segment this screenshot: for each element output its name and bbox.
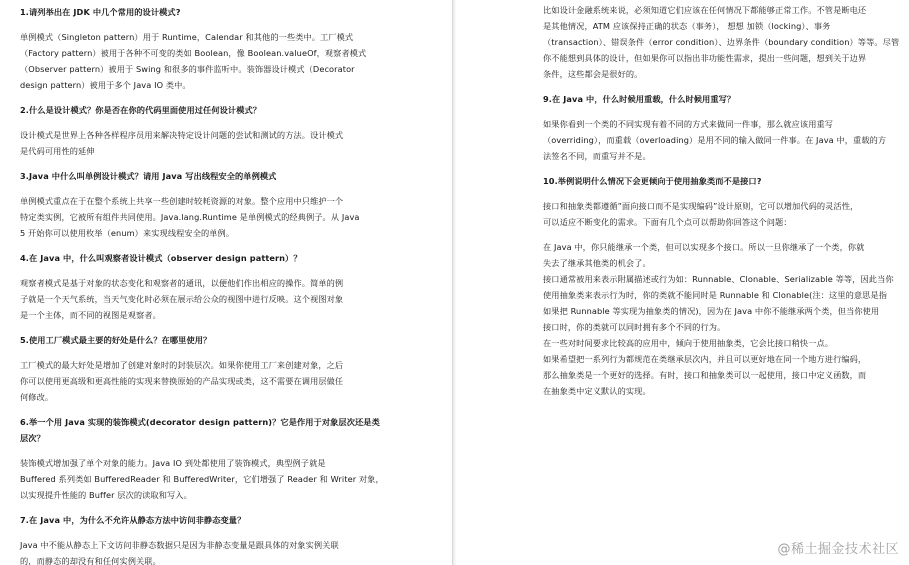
- answer-line: Buffered 系列类如 BufferedReader 和 BufferedWriter，它们增强了 Reader 和 Writer 对象，: [20, 474, 384, 484]
- right-page-content: [543, 2, 908, 399]
- question-heading-7: 7.在 Java 中，为什么不允许从静态方法中访问非静态变量？: [20, 515, 246, 525]
- answer-line: 单例模式（Singleton pattern）用于 Runtime，Calendar 和其他的一些类中。工厂模式: [20, 32, 354, 42]
- question-heading-6-continued: 层次？: [20, 433, 45, 443]
- answer-line: 单例模式重点在于在整个系统上共享一些创建时较耗资源的对象。整个应用中只维护一个: [20, 196, 344, 206]
- answer-line: 你可以使用更高级和更高性能的实现来替换原始的产品实现或类，这不需要在调用层做任: [20, 376, 344, 386]
- answer-line: Java 中不能从静态上下文访问非静态数据只是因为非静态变量是跟具体的对象实例关联: [20, 540, 339, 550]
- answer-line: 如果你看到一个类的不同实现有着不同的方式来做同一件事，那么就应该用重写: [543, 119, 834, 129]
- answer-line: 条件，这些都会是很好的。: [543, 69, 643, 79]
- left-document-page: [0, 0, 452, 565]
- question-heading-1: 1.请列举出在 JDK 中几个常用的设计模式?: [20, 7, 181, 17]
- answer-line: 子就是一个天气系统，当天气变化时必须在展示给公众的视图中进行反映。这个视图对象: [20, 294, 344, 304]
- answer-line: 如果希望把一系列行为都规范在类继承层次内，并且可以更好地在同一个地方进行编码，: [543, 354, 867, 364]
- answer-line: 在 Java 中，你只能继承一个类，但可以实现多个接口。所以一旦你继承了一个类，你就: [543, 242, 865, 252]
- answer-line: 以实现提升性能的 Buffer 层次的读取和写入。: [20, 490, 192, 500]
- answer-line: （Factory pattern）被用于各种不可变的类如 Boolean，像 Boolean.valueOf，观察者模式: [20, 48, 367, 58]
- answer-line: （Observer pattern）被用于 Swing 和很多的事件监听中。装饰器设计模式（Decorator: [20, 64, 355, 74]
- answer-line: 你不能想到具体的设计，但如果你可以指出非功能性需求，提出一些问题，想到关于边界: [543, 53, 867, 63]
- site-watermark: @稀土掘金技术社区: [777, 542, 899, 557]
- answer-line: 那么抽象类是一个更好的选择。有时，接口和抽象类可以一起使用，接口中定义函数，而: [543, 370, 867, 380]
- question-heading-6: 6.举一个用 Java 实现的装饰模式(decorator design pattern)？它是作用于对象层次还是类: [20, 417, 380, 427]
- answer-line: 在一些对时间要求比较高的应用中，倾向于使用抽象类，它会比接口稍快一点。: [543, 338, 834, 348]
- answer-line: 特定类实例，它被所有组件共同使用。Java.lang.Runtime 是单例模式的经典例子。从 Java: [20, 212, 360, 222]
- answer-line: 是一个主体，而不同的视图是观察者。: [20, 310, 161, 320]
- answer-line: 接口和抽象类都遵循”面向接口而不是实现编码”设计原则，它可以增加代码的灵活性，: [543, 201, 859, 211]
- question-heading-2: 2.什么是设计模式？你是否在你的代码里面使用过任何设计模式？: [20, 105, 262, 115]
- answer-line: 何修改。: [20, 392, 54, 402]
- question-heading-10: 10.举例说明什么情况下会更倾向于使用抽象类而不是接口?: [543, 176, 762, 186]
- answer-line: 可以适应不断变化的需求。下面有几个点可以帮助你回答这个问题：: [543, 217, 792, 227]
- answer-line: 在抽象类中定义默认的实现。: [543, 386, 651, 396]
- question-heading-4: 4.在 Java 中，什么叫观察者设计模式（observer design pattern）？: [20, 253, 302, 263]
- answer-line: （transaction）、错误条件（error condition）、边界条件（boundary condition）等等。尽管: [543, 37, 900, 47]
- question-heading-3: 3.Java 中什么叫单例设计模式？请用 Java 写出线程安全的单例模式: [20, 171, 277, 181]
- left-page-content: [20, 4, 398, 565]
- answer-line: 是其他情况，ATM 应该保持正确的状态（事务）， 想想 加锁（locking）、事务: [543, 21, 831, 31]
- answer-line: 接口通常被用来表示附属描述或行为如：Runnable、Clonable、Serializable 等等，因此当你: [543, 274, 894, 284]
- answer-line: 的，而静态的却没有和任何实例关联。: [20, 556, 161, 565]
- question-heading-5: 5.使用工厂模式最主要的好处是什么？在哪里使用？: [20, 335, 212, 345]
- answer-line: （overriding），而重载（overloading）是用不同的输入做同一件事。在 Java 中，重载的方: [543, 135, 887, 145]
- answer-line: 比如设计金融系统来说，必须知道它们应该在任何情况下都能够正常工作。不管是断电还: [543, 5, 867, 15]
- answer-line: 使用抽象类来表示行为时，你的类就不能同时是 Runnable 和 Clonable(注：这里的意思是指: [543, 290, 888, 300]
- answer-line: 如果把 Runnable 等实现为抽象类的情况)，因为在 Java 中你不能继承两个类，但当你使用: [543, 306, 880, 316]
- answer-line: design pattern）被用于多个 Java IO 类中。: [20, 80, 191, 90]
- answer-line: 接口时，你的类就可以同时拥有多个不同的行为。: [543, 322, 726, 332]
- answer-line: 失去了继承其他类的机会了。: [543, 258, 651, 268]
- answer-line: 观察者模式是基于对象的状态变化和观察者的通讯，以便他们作出相应的操作。简单的例: [20, 278, 344, 288]
- answer-line: 法签名不同，而重写并不是。: [543, 151, 651, 161]
- answer-line: 工厂模式的最大好处是增加了创建对象时的封装层次。如果你使用工厂来创建对象，之后: [20, 360, 344, 370]
- answer-line: 设计模式是世界上各种各样程序员用来解决特定设计问题的尝试和测试的方法。设计模式: [20, 130, 344, 140]
- answer-line: 装饰模式增加强了单个对象的能力。Java IO 到处都使用了装饰模式，典型例子就是: [20, 458, 326, 468]
- answer-line: 是代码可用性的延伸: [20, 146, 95, 156]
- right-document-page: [456, 0, 909, 565]
- answer-line: 5 开始你可以使用枚举（enum）来实现线程安全的单例。: [20, 228, 235, 238]
- question-heading-9: 9.在 Java 中，什么时候用重载，什么时候用重写？: [543, 94, 736, 104]
